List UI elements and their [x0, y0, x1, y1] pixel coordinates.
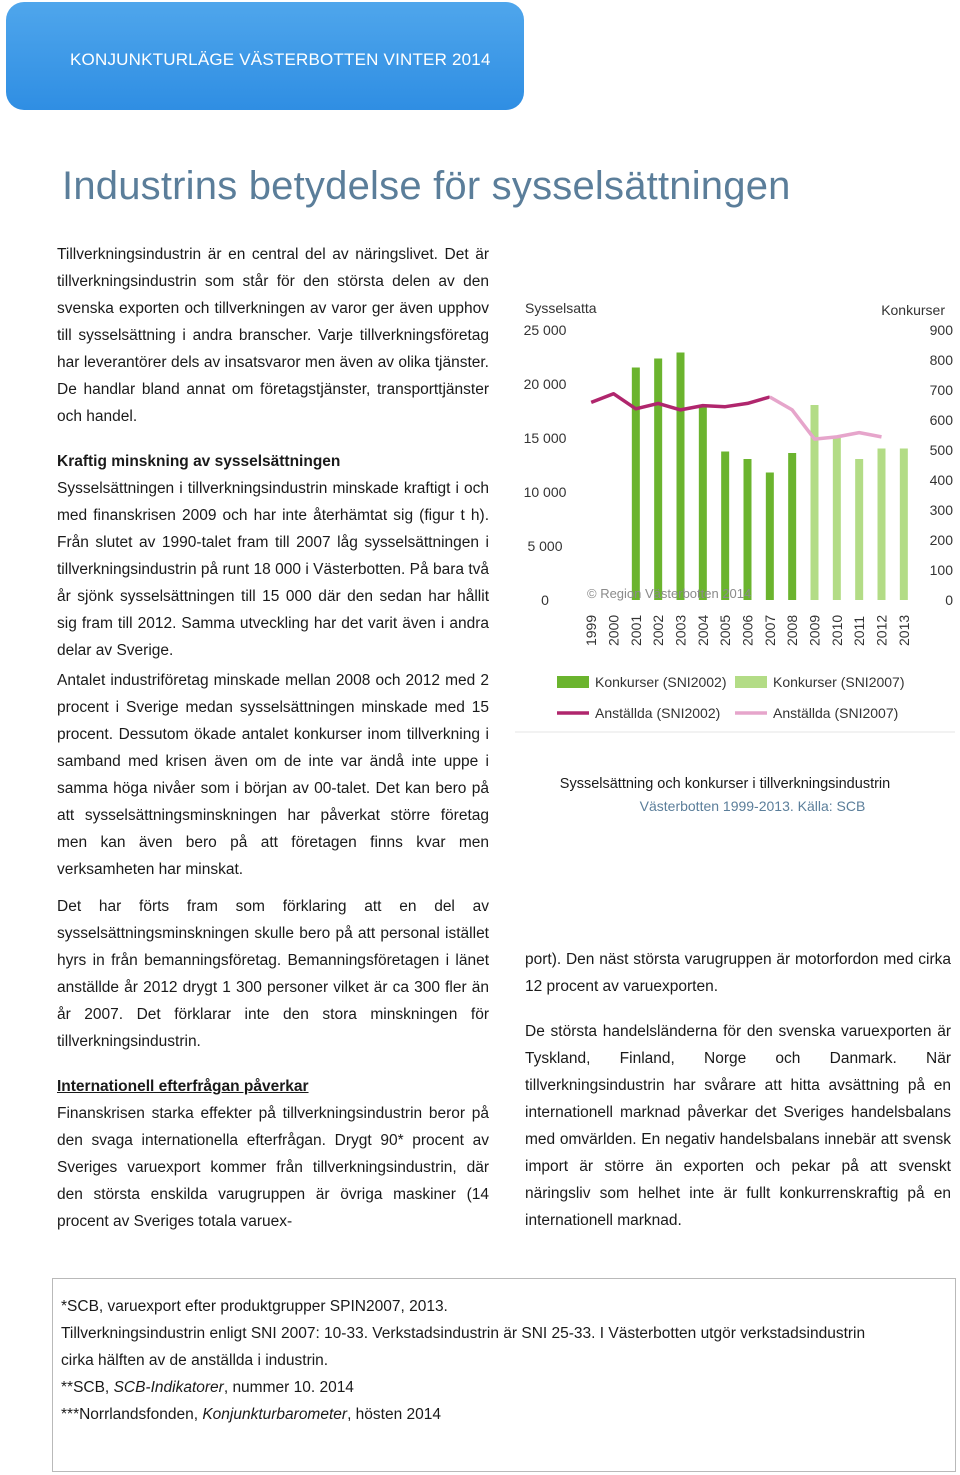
bar-konkurser — [855, 459, 863, 600]
chart-subtitle: Västerbotten 1999-2013. Källa: SCB — [639, 798, 866, 814]
bar-konkurser — [900, 449, 908, 601]
staffing-paragraph: Det har förts fram som förklaring att en del av sysselsättningsminskningen skulle bero på att personal istället hyrs in från bemanningsföretag. Bemanningsföretagen i länet anställde år 2012 drygt 1 300 personer vilket är ca 300 fler än år 2007. Det förklarar inte den stora minskningen för tillverkningsindustrin. — [57, 898, 489, 1050]
intro-paragraph: Tillverkningsindustrin är en central del av näringslivet. Det är tillverkningsindustrin som står för den största delen av den svenska exporten och tillverkningen av varor ger även upphov till sysselsättning i andra branscher. Varje tillverkningsföretag har leverantörer dels av insatsvaror men även av olika tjänster. De handlar bland annat om företagstjänster, transporttjänster och handel. — [57, 246, 489, 425]
footnote-5-suffix: , hösten 2014 — [347, 1406, 442, 1423]
right-tick-label: 700 — [929, 382, 953, 398]
x-tick-label: 2001 — [627, 614, 644, 646]
chart-watermark: © Region Västerbotten 2014 — [587, 586, 752, 601]
left-tick-label: 25 000 — [523, 322, 567, 338]
right-tick-label: 100 — [929, 562, 953, 578]
left-column-middle — [57, 667, 489, 883]
footnote-4-prefix: **SCB, — [61, 1379, 114, 1396]
footnote-5-title: Konjunkturbarometer — [202, 1406, 348, 1423]
x-tick-label: 1999 — [583, 614, 600, 646]
x-tick-label: 2000 — [605, 614, 622, 646]
left-tick-label: 5 000 — [527, 538, 563, 554]
legend-label: Anställda (SNI2002) — [595, 705, 721, 721]
footnote-4 — [61, 1374, 354, 1401]
footnote-5 — [61, 1401, 441, 1428]
bar-konkurser — [766, 473, 774, 601]
right-tick-label: 200 — [929, 532, 953, 548]
right-tick-label: 600 — [929, 412, 953, 428]
bar-konkurser — [788, 453, 796, 600]
x-tick-label: 2009 — [806, 614, 823, 646]
header-banner — [6, 2, 524, 110]
banner-title: KONJUNKTURLÄGE VÄSTERBOTTEN VINTER 2014 — [70, 50, 491, 69]
section-heading-employment: Kraftig minskning av sysselsättningen — [57, 453, 341, 470]
x-tick-label: 2006 — [739, 614, 756, 646]
trade-paragraph: De största handelsländerna för den svenska varuexporten är Tyskland, Finland, Norge och Danmark. När tillverkningsindustrin har svårare att hitta avsättning på en internationell marknad påverkar det Sveriges handelsbalans med omvärlden. En negativ handelsbalans innebär att svensk import är större än exporten och pekar på att svenskt näringsliv som helhet inte är fullt konkurrenskraftig på en internationell marknad. — [525, 1023, 951, 1229]
bar-konkurser — [744, 459, 752, 600]
footnote-box — [52, 1278, 956, 1472]
footnote-4-suffix: , nummer 10. 2014 — [223, 1379, 354, 1396]
companies-paragraph: Antalet industriföretag minskade mellan 2008 och 2012 med 2 procent i Sverige medan sysselsättningen minskade med 15 procent. Dessutom ökade antalet konkurser inom tillverkning i samband med krisen även om de inte var ändå inte uppe i samma höga nivåer som i början av 00-talet. Det kan bero på att sysselsättningsminskningen har påverkat större företag men kan även bero på att företagen finns kvar men verksamheten har minskat. — [57, 672, 489, 878]
bar-konkurser — [721, 452, 729, 601]
legend-label: Konkurser (SNI2002) — [595, 674, 727, 690]
left-tick-label: 0 — [541, 592, 549, 608]
footnote-1: *SCB, varuexport efter produktgrupper SPIN2007, 2013. — [61, 1298, 448, 1315]
employment-bankruptcy-chart — [515, 290, 960, 830]
x-tick-label: 2002 — [650, 614, 667, 646]
bar-konkurser — [654, 359, 662, 601]
footnote-4-title: SCB-Indikatorer — [113, 1379, 224, 1396]
left-column-top — [57, 241, 489, 664]
right-tick-label: 400 — [929, 472, 953, 488]
left-column-bottom — [57, 893, 489, 1235]
bar-konkurser — [878, 449, 886, 601]
legend-swatch-bar — [557, 676, 589, 688]
bar-konkurser — [833, 438, 841, 600]
x-tick-label: 2007 — [761, 614, 778, 646]
right-tick-label: 800 — [929, 352, 953, 368]
section-heading-international: Internationell efterfrågan påverkar — [57, 1078, 309, 1095]
left-axis-label: Sysselsatta — [525, 300, 597, 316]
x-tick-label: 2008 — [784, 614, 801, 646]
x-tick-label: 2005 — [717, 614, 734, 646]
export-paragraph: port). Den näst största varugruppen är motorfordon med cirka 12 procent av varuexporten. — [525, 951, 951, 995]
bar-konkurser — [677, 353, 685, 601]
x-tick-label: 2012 — [873, 614, 890, 646]
right-tick-label: 300 — [929, 502, 953, 518]
left-tick-label: 10 000 — [523, 484, 567, 500]
right-tick-label: 0 — [945, 592, 953, 608]
legend-label: Konkurser (SNI2007) — [773, 674, 905, 690]
international-paragraph: Finanskrisen starka effekter på tillverkningsindustrin beror på den svaga internationella efterfrågan. Drygt 90* procent av Sveriges varuexport kommer från tillverkningsindustrin, där den största enskilda varugruppen är övriga maskiner (14 procent av Sveriges totala varuex- — [57, 1105, 489, 1230]
line-anstallda — [770, 397, 882, 439]
employment-paragraph: Sysselsättningen i tillverkningsindustrin minskade kraftigt i och med finanskrisen 2009 och har inte återhämtat sig (figur t h). Från slutet av 1990-talet fram till 2007 låg sysselsättningen i tillverkningsindustrin på runt 18 000 i Västerbotten. På bara två år sjönk sysselsättningen till 15 000 där den sedan har hållit sig fram till 2012. Samma utveckling har det varit även i andra delar av Sverige. — [57, 480, 489, 659]
legend-label: Anställda (SNI2007) — [773, 705, 899, 721]
left-tick-label: 20 000 — [523, 376, 567, 392]
footnote-3: cirka hälften av de anställda i industrin. — [61, 1352, 329, 1369]
right-tick-label: 500 — [929, 442, 953, 458]
footnote-5-prefix: ***Norrlandsfonden, — [61, 1406, 203, 1423]
legend-swatch-bar — [735, 676, 767, 688]
chart-title: Sysselsättning och konkurser i tillverkningsindustrin — [559, 776, 891, 792]
right-axis-label: Konkurser — [881, 302, 945, 318]
chart-canvas — [515, 290, 960, 770]
right-column-bottom — [525, 946, 951, 1234]
bar-konkurser — [632, 368, 640, 601]
x-tick-label: 2003 — [672, 614, 689, 646]
x-tick-label: 2010 — [828, 614, 845, 646]
footnote-2: Tillverkningsindustrin enligt SNI 2007: 10-33. Verkstadsindustrin är SNI 25-33. I Västerbotten utgör verkstadsindustrin — [61, 1325, 866, 1342]
left-tick-label: 15 000 — [523, 430, 567, 446]
bar-konkurser — [699, 407, 707, 601]
x-tick-label: 2011 — [851, 615, 868, 646]
x-tick-label: 2013 — [895, 614, 912, 646]
right-tick-label: 900 — [929, 322, 953, 338]
page-title: Industrins betydelse för sysselsättningen — [62, 164, 791, 208]
x-tick-label: 2004 — [694, 614, 711, 646]
